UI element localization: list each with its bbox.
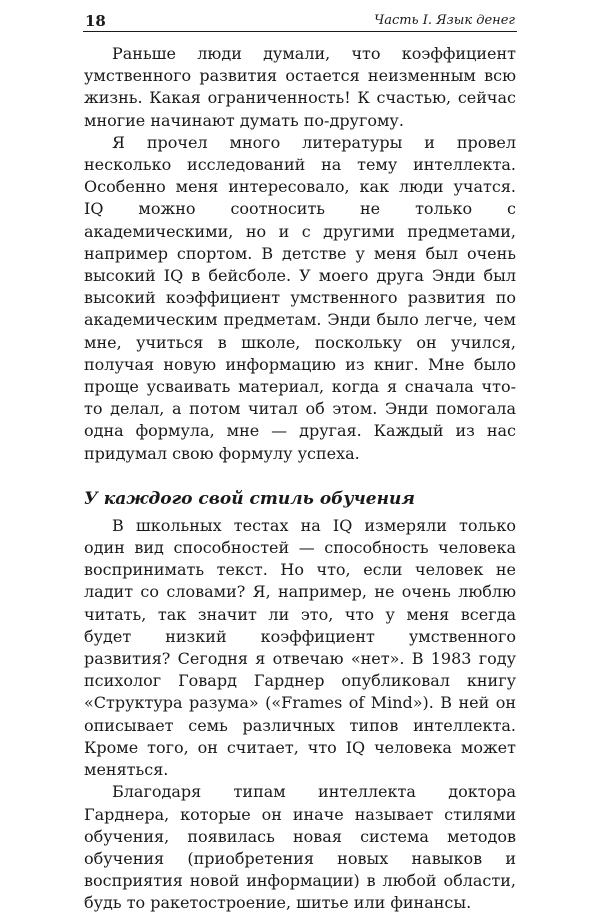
- body-text: [84, 43, 516, 915]
- paragraph: Раньше люди думали, что коэффициент умственного развития остается неизменным всю жизнь. Какая ограниченность! К счастью, сейчас многие начинают думать по-другому.: [84, 44, 516, 130]
- page-number: 18: [85, 12, 106, 30]
- section-heading: У каждого свой стиль обучения: [84, 488, 415, 509]
- chapter-title: Часть I. Язык денег: [374, 13, 515, 28]
- paragraph: Я прочел много литературы и провел несколько исследований на тему интеллекта. Особенно меня интересовало, как люди учатся. IQ можно соотносить не только с академическими, но и с другими предметами, например спортом. В детстве у меня был очень высокий IQ в бейсболе. У моего друга Энди был высокий коэффициент умственного развития по академическим предметам. Энди было легче, чем мне, учиться в школе, поскольку он учился, получая новую информацию из книг. Мне было проще усваивать материал, когда я сначала что-то делал, а потом читал об этом. Энди помогала одна формула, мне — другая. Каждый из нас придумал свою формулу успеха.: [84, 132, 516, 463]
- paragraph: Благодаря типам интеллекта доктора Гарднера, которые он иначе называет стилями обучения, появилась новая система методов обучения (приобретения новых навыков и восприятия новой информации) в любой области, будь то ракетостроение, шитье или финансы.: [84, 782, 516, 913]
- running-head: [83, 11, 517, 32]
- paragraph: В школьных тестах на IQ измеряли только один вид способностей — способность человека воспринимать текст. Но что, если человек не ладит со словами? Я, например, не очень люблю читать, так значит ли это, что у меня всегда будет низкий коэффициент умственного развития? Сегодня я отвечаю «нет». В 1983 году психолог Говард Гарднер опубликовал книгу «Структура разума» («Frames of Mind»). В ней он описывает семь различных типов интеллекта. Кроме того, он считает, что IQ человека может меняться.: [84, 515, 516, 780]
